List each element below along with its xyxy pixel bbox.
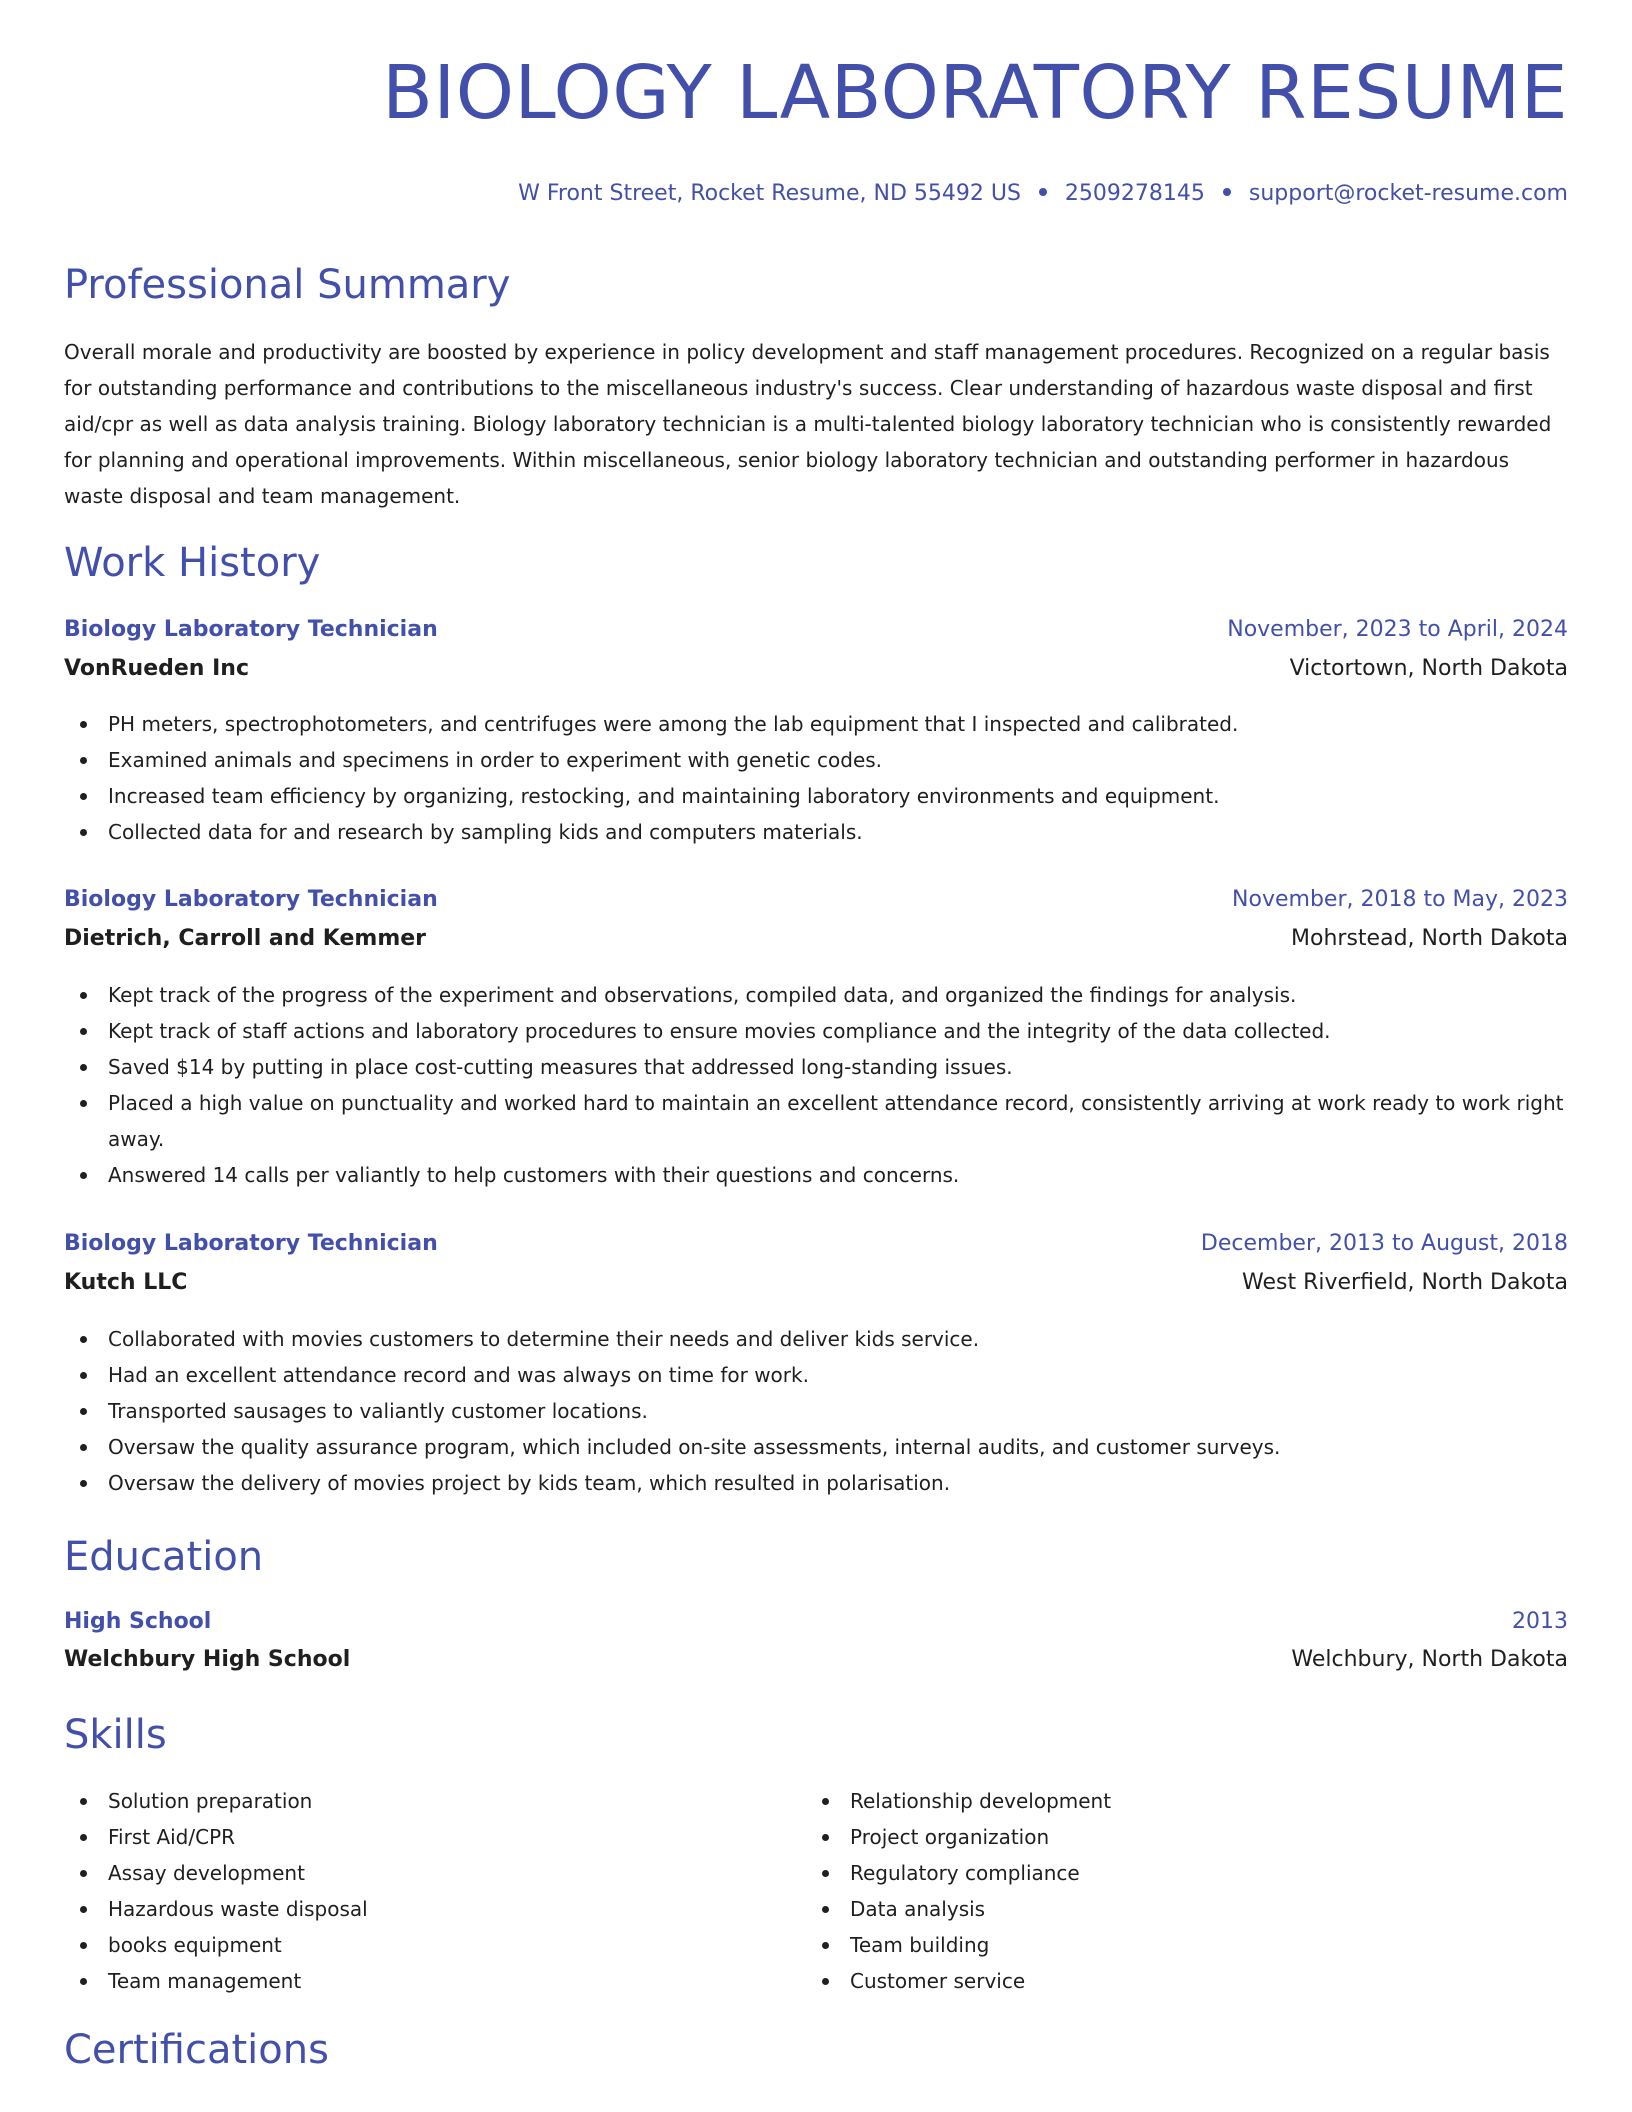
job-title: Biology Laboratory Technician — [64, 887, 438, 912]
job-dates: December, 2013 to August, 2018 — [1200, 1231, 1568, 1256]
summary-text: Overall morale and productivity are boosted by experience in policy development and staff management procedures. Recognized on a regular basis for outstanding performance and contributions to the miscellaneous industry's success. Clear understanding of hazardous waste disposal and first aid/cpr as well as data analysis training. Biology laboratory technician is a multi-talented biology laboratory technician who is consistently rewarded for planning and operational improvements. Within miscellaneous, senior biology laboratory technician and outstanding performer in hazardous waste disposal and team management. — [64, 340, 1552, 508]
list-item: Kept track of staff actions and laboratory procedures to ensure movies compliance and the integrity of the data collected. — [64, 1013, 1568, 1049]
job-bullets — [64, 977, 1568, 1193]
list-item: First Aid/CPR — [64, 1819, 1568, 1855]
job-location: West Riverfield, North Dakota — [1241, 1270, 1568, 1295]
contact-email: support@rocket-resume.com — [1248, 181, 1568, 206]
education-year: 2013 — [1512, 1609, 1568, 1634]
list-item: Collaborated with movies customers to determine their needs and deliver kids service. — [64, 1321, 1568, 1357]
list-item: Oversaw the quality assurance program, which included on-site assessments, internal audits, and customer surveys. — [64, 1429, 1568, 1465]
list-item: Data analysis — [806, 1891, 1632, 1927]
list-item: Assay development — [64, 1855, 1568, 1891]
separator-dot-icon — [1039, 188, 1047, 196]
job-bullets — [64, 706, 1568, 850]
list-item: books equipment — [64, 1927, 1568, 1963]
list-item: Transported sausages to valiantly customer locations. — [64, 1393, 1568, 1429]
list-item: PH meters, spectrophotometers, and centrifuges were among the lab equipment that I inspected and calibrated. — [64, 706, 1568, 742]
list-item: Hazardous waste disposal — [64, 1891, 1568, 1927]
contact-phone: 2509278145 — [1064, 181, 1205, 206]
education-location: Welchbury, North Dakota — [1291, 1647, 1568, 1672]
list-item: Oversaw the delivery of movies project by kids team, which resulted in polarisation. — [64, 1465, 1568, 1501]
job-location: Victortown, North Dakota — [1289, 656, 1568, 681]
job-title: Biology Laboratory Technician — [64, 617, 438, 642]
job-company: VonRueden Inc — [64, 656, 250, 681]
list-item: Regulatory compliance — [806, 1855, 1632, 1891]
contact-line — [518, 181, 1568, 206]
job-dates: November, 2018 to May, 2023 — [1232, 887, 1568, 912]
list-item: Had an excellent attendance record and was always on time for work. — [64, 1357, 1568, 1393]
job-bullets — [64, 1321, 1568, 1501]
contact-address: W Front Street, Rocket Resume, ND 55492 US — [518, 181, 1021, 206]
section-title-summary: Professional Summary — [64, 262, 511, 308]
section-title-certifications: Certifications — [64, 2027, 329, 2073]
job-location: Mohrstead, North Dakota — [1291, 926, 1568, 951]
job-company: Kutch LLC — [64, 1270, 188, 1295]
list-item: Kept track of the progress of the experiment and observations, compiled data, and organized the findings for analysis. — [64, 977, 1568, 1013]
resume-title: BIOLOGY LABORATORY RESUME — [382, 50, 1568, 136]
resume-page — [64, 0, 1568, 2112]
list-item: Collected data for and research by sampling kids and computers materials. — [64, 814, 1568, 850]
job-title: Biology Laboratory Technician — [64, 1231, 438, 1256]
separator-dot-icon — [1223, 188, 1231, 196]
job-company: Dietrich, Carroll and Kemmer — [64, 926, 427, 951]
list-item: Project organization — [806, 1819, 1632, 1855]
list-item: Saved $14 by putting in place cost-cutting measures that addressed long-standing issues. — [64, 1049, 1568, 1085]
list-item: Increased team efficiency by organizing, restocking, and maintaining laboratory environments and equipment. — [64, 778, 1568, 814]
list-item: Customer service — [806, 1963, 1632, 1999]
job-dates: November, 2023 to April, 2024 — [1227, 617, 1568, 642]
list-item: Placed a high value on punctuality and worked hard to maintain an excellent attendance record, consistently arriving at work ready to work right away. — [64, 1085, 1568, 1157]
list-item: Solution preparation — [64, 1783, 1568, 1819]
list-item: Answered 14 calls per valiantly to help customers with their questions and concerns. — [64, 1157, 1568, 1193]
list-item: Examined animals and specimens in order to experiment with genetic codes. — [64, 742, 1568, 778]
section-title-skills: Skills — [64, 1712, 167, 1758]
skills-list-right — [806, 1783, 1632, 1999]
list-item: Relationship development — [806, 1783, 1632, 1819]
education-degree: High School — [64, 1609, 212, 1634]
section-title-education: Education — [64, 1534, 264, 1580]
list-item: Team building — [806, 1927, 1632, 1963]
education-school: Welchbury High School — [64, 1647, 351, 1672]
list-item: Team management — [64, 1963, 1568, 1999]
section-title-work: Work History — [64, 540, 321, 586]
